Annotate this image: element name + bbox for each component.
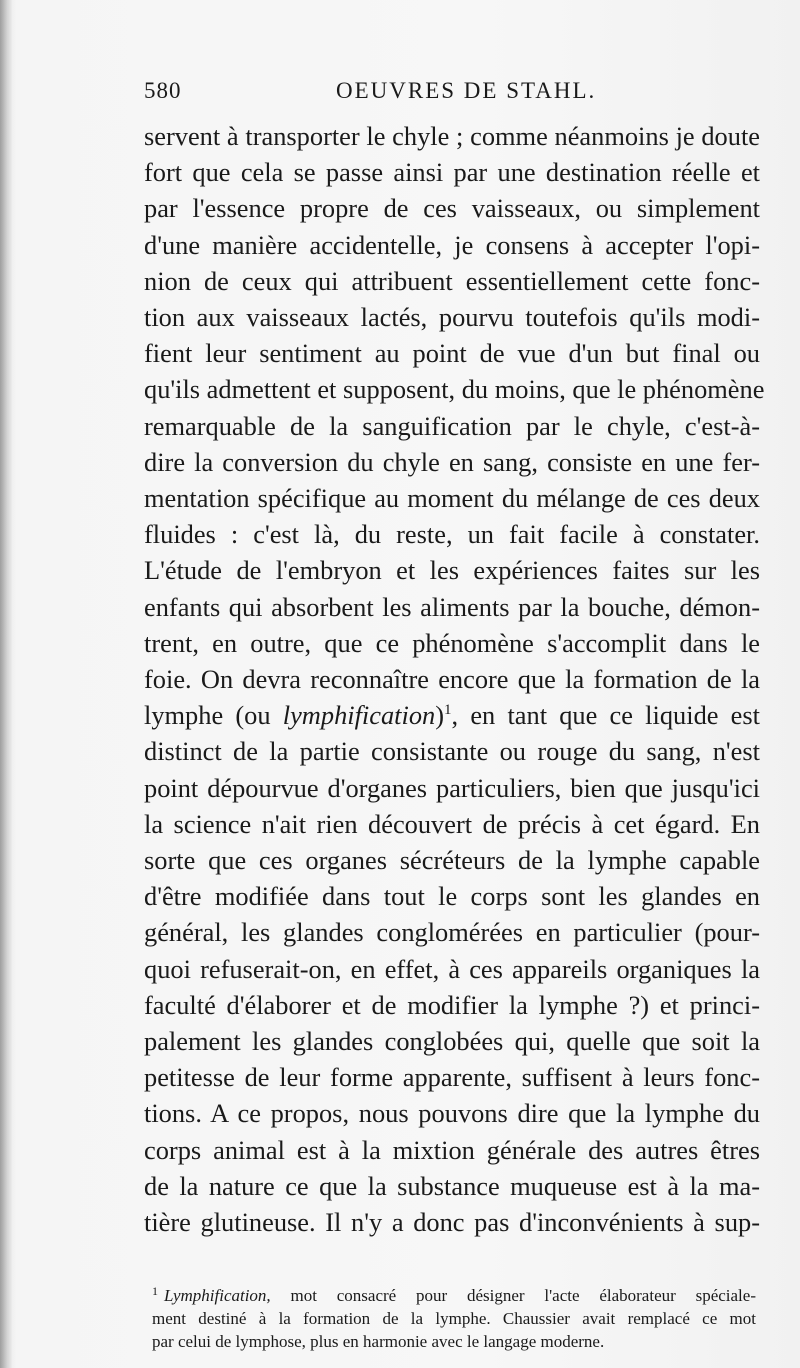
text-line: général, les glandes conglomérées en particulier (pour- (144, 917, 760, 948)
footnote-term: Lymphification, (164, 1286, 271, 1306)
footnote-line (152, 1284, 756, 1307)
text-line: sorte que ces organes sécréteurs de la lymphe capable (144, 845, 760, 876)
text-fragment: ) (435, 700, 445, 731)
footnote-line: ment destiné à la formation de la lymphe. Chaussier avait remplacé ce mot (152, 1309, 756, 1329)
text-line: tière glutineuse. Il n'y a donc pas d'inconvénients à sup- (144, 1207, 760, 1238)
text-line: tions. A ce propos, nous pouvons dire que la lymphe du (144, 1098, 760, 1129)
text-line: point dépourvue d'organes particuliers, bien que jusqu'ici (144, 772, 760, 803)
footnote-text: mot consacré pour désigner l'acte élaborateur spéciale- (270, 1286, 756, 1306)
running-title: OEUVRES DE STAHL. (336, 78, 597, 103)
text-line: fort que cela se passe ainsi par une destination réelle et (144, 157, 760, 188)
text-line: d'une manière accidentelle, je consens à accepter l'opi- (144, 229, 760, 260)
main-text (144, 118, 765, 1240)
text-line: L'étude de l'embryon et les expériences faites sur les (144, 555, 760, 586)
footnote-number: 1 (152, 1283, 158, 1298)
text-fragment: , en tant que ce liquide est (451, 700, 760, 731)
text-line: servent à transporter le chyle ; comme néanmoins je doute (144, 121, 760, 151)
text-line: nion de ceux qui attribuent essentiellement cette fonc- (144, 265, 760, 296)
book-gutter-shadow (0, 0, 12, 1368)
text-line: faculté d'élaborer et de modifier la lymphe ?) et princi- (144, 989, 760, 1020)
text-line: remarquable de la sanguification par le chyle, c'est-à- (144, 410, 760, 441)
text-line: fient leur sentiment au point de vue d'un but final ou (144, 338, 760, 369)
text-line: fluides : c'est là, du reste, un fait facile à constater. (144, 519, 760, 550)
text-line: quoi refuserait-on, en effet, à ces appareils organiques la (144, 953, 760, 984)
text-line: de la nature ce que la substance muqueuse est à la ma- (144, 1170, 760, 1201)
footnote-line: par celui de lymphose, plus en harmonie avec le langage moderne. (152, 1332, 605, 1352)
italic-term: lymphification (282, 700, 436, 731)
footnote-reference[interactable]: 1 (444, 702, 452, 719)
text-line: petitesse de leur forme apparente, suffisent à leurs fonc- (144, 1062, 760, 1093)
footnote (144, 1284, 756, 1353)
text-line: dire la conversion du chyle en sang, consiste en une fer- (144, 446, 760, 477)
text-line: distinct de la partie consistante ou rouge du sang, n'est (144, 736, 760, 767)
page-header (144, 78, 760, 118)
text-fragment: lymphe (ou (144, 700, 283, 731)
text-line: d'être modifiée dans tout le corps sont les glandes en (144, 881, 760, 912)
text-line: trent, en outre, que ce phénomène s'accomplit dans le (144, 627, 760, 658)
book-page (144, 78, 765, 1353)
text-line: mentation spécifique au moment du mélange de ces deux (144, 483, 760, 514)
text-line: corps animal est à la mixtion générale des autres êtres (144, 1134, 760, 1165)
page-number: 580 (144, 78, 182, 103)
text-line: qu'ils admettent et supposent, du moins, que le phénomène (144, 374, 765, 405)
text-line: palement les glandes conglobées qui, quelle que soit la (144, 1026, 760, 1057)
text-line-with-footnote-ref (144, 697, 760, 733)
text-line: foie. On devra reconnaître encore que la formation de la (144, 664, 760, 695)
text-line: la science n'ait rien découvert de précis à cet égard. En (144, 808, 760, 839)
text-line: par l'essence propre de ces vaisseaux, ou simplement (144, 193, 760, 224)
text-line: tion aux vaisseaux lactés, pourvu toutefois qu'ils modi- (144, 302, 760, 333)
text-line: enfants qui absorbent les aliments par la bouche, démon- (144, 591, 760, 622)
